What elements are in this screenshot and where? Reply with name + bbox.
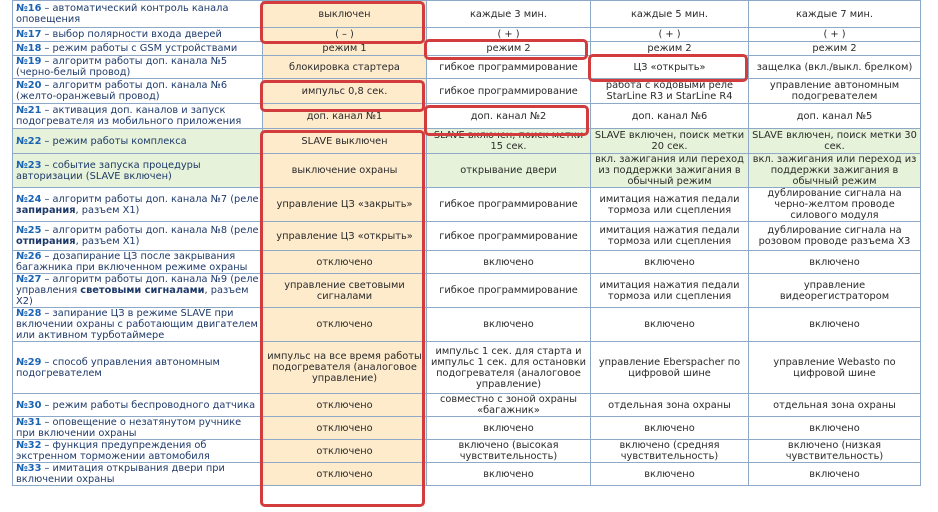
option-1-cell: выключен	[263, 1, 427, 28]
option-3-cell: включено	[591, 463, 749, 486]
table-row	[13, 42, 921, 56]
parameter-number: №30	[16, 399, 42, 411]
parameter-number: №24	[16, 193, 42, 205]
option-1-cell: управление световыми сигналами	[263, 274, 427, 308]
parameter-cell	[13, 394, 263, 417]
table-row	[13, 463, 921, 486]
parameter-cell	[13, 28, 263, 42]
option-2-cell: режим 2	[427, 42, 591, 56]
option-1-cell: режим 1	[263, 42, 427, 56]
table-row	[13, 308, 921, 342]
option-3-cell: имитация нажатия педали тормоза или сцепления	[591, 188, 749, 222]
parameter-description: – алгоритм работы доп. канала №8 (реле	[41, 225, 259, 236]
option-4-cell: включено	[749, 417, 921, 440]
option-4-cell: включено	[749, 251, 921, 274]
option-4-cell: дублирование сигнала на черно-желтом проводе силового модуля	[749, 188, 921, 222]
settings-table-body	[13, 1, 921, 486]
option-3-cell: имитация нажатия педали тормоза или сцепления	[591, 222, 749, 251]
parameter-number: №28	[16, 308, 42, 319]
parameter-description: – алгоритм работы доп. канала №9 (реле управления	[16, 274, 259, 296]
parameter-number: №32	[16, 440, 42, 451]
option-2-cell: доп. канал №2	[427, 104, 591, 129]
parameter-description: – дозапирание ЦЗ после закрывания багажника при включенном режиме охраны	[16, 251, 248, 273]
parameter-number: №19	[16, 56, 42, 67]
parameter-description: , разъем X1)	[75, 204, 140, 216]
parameter-description: , разъем X2)	[16, 285, 249, 307]
option-3-cell: отдельная зона охраны	[591, 394, 749, 417]
parameter-cell	[13, 274, 263, 308]
option-3-cell: имитация нажатия педали тормоза или сцепления	[591, 274, 749, 308]
option-2-cell: гибкое программирование	[427, 222, 591, 251]
parameter-description: – режим работы с GSM устройствами	[41, 43, 238, 54]
option-2-cell: совместно с зоной охраны «багажник»	[427, 394, 591, 417]
option-4-cell: режим 2	[749, 42, 921, 56]
option-3-cell: ( + )	[591, 28, 749, 42]
option-1-cell: импульс на все время работы подогревателя (аналоговое управление)	[263, 342, 427, 394]
parameter-description: – алгоритм работы доп. канала №5 (черно-белый провод)	[16, 56, 228, 78]
option-3-cell: включено	[591, 417, 749, 440]
option-1-cell: отключено	[263, 394, 427, 417]
option-3-cell: режим 2	[591, 42, 749, 56]
option-4-cell: вкл. зажигания или переход из поддержки зажигания в обычный режим	[749, 154, 921, 188]
parameter-description: – оповещение о незатянутом ручнике при включении охраны	[16, 417, 242, 439]
parameter-description: отпирания	[16, 236, 76, 247]
option-4-cell: дублирование сигнала на розовом проводе разъема X3	[749, 222, 921, 251]
parameter-description: – способ управления автономным подогревателем	[16, 356, 220, 379]
option-4-cell: включено	[749, 463, 921, 486]
parameter-number: №29	[16, 356, 42, 368]
option-1-cell: блокировка стартера	[263, 56, 427, 79]
option-2-cell: включено	[427, 251, 591, 274]
option-1-cell: импульс 0,8 сек.	[263, 79, 427, 104]
parameter-number: №22	[16, 135, 42, 147]
option-4-cell: отдельная зона охраны	[749, 394, 921, 417]
option-3-cell: SLAVE включен, поиск метки 20 сек.	[591, 129, 749, 154]
parameter-description: – событие запуска процедуры авторизации (SLAVE включен)	[16, 159, 201, 182]
parameter-cell	[13, 154, 263, 188]
option-2-cell: включено (высокая чувствительность)	[427, 440, 591, 463]
parameter-number: №20	[16, 80, 42, 91]
option-1-cell: доп. канал №1	[263, 104, 427, 129]
option-3-cell: работа с кодовыми реле StarLine R3 и StarLine R4	[591, 79, 749, 104]
parameter-cell	[13, 222, 263, 251]
option-1-cell: ( – )	[263, 28, 427, 42]
option-4-cell: ( + )	[749, 28, 921, 42]
option-2-cell: гибкое программирование	[427, 274, 591, 308]
option-2-cell: ( + )	[427, 28, 591, 42]
option-1-cell: управление ЦЗ «закрыть»	[263, 188, 427, 222]
option-4-cell: доп. канал №5	[749, 104, 921, 129]
parameter-cell	[13, 251, 263, 274]
option-2-cell: включено	[427, 308, 591, 342]
option-1-cell: отключено	[263, 251, 427, 274]
table-row	[13, 251, 921, 274]
option-3-cell: включено	[591, 308, 749, 342]
option-2-cell: включено	[427, 463, 591, 486]
option-4-cell: включено	[749, 308, 921, 342]
parameter-cell	[13, 308, 263, 342]
parameter-description: – запирание ЦЗ в режиме SLAVE при включении охраны с работающим двигателем или активном турботаймере	[16, 308, 258, 341]
parameter-description: – активация доп. каналов и запуск подогревателя из мобильного приложения	[16, 105, 242, 127]
option-3-cell: ЦЗ «открыть»	[591, 56, 749, 79]
option-3-cell: вкл. зажигания или переход из поддержки зажигания в обычный режим	[591, 154, 749, 188]
option-2-cell: каждые 3 мин.	[427, 1, 591, 28]
parameter-description: – выбор полярности входа дверей	[41, 29, 222, 40]
option-2-cell: импульс 1 сек. для старта и импульс 1 сек. для остановки подогревателя (аналоговое управление)	[427, 342, 591, 394]
option-1-cell: SLAVE выключен	[263, 129, 427, 154]
parameter-cell	[13, 56, 263, 79]
parameter-cell	[13, 104, 263, 129]
option-3-cell: доп. канал №6	[591, 104, 749, 129]
parameter-cell	[13, 463, 263, 486]
table-row	[13, 417, 921, 440]
option-4-cell: SLAVE включен, поиск метки 30 сек.	[749, 129, 921, 154]
option-2-cell: гибкое программирование	[427, 56, 591, 79]
parameter-number: №17	[16, 29, 42, 40]
settings-table	[12, 0, 921, 486]
table-row	[13, 274, 921, 308]
option-1-cell: отключено	[263, 308, 427, 342]
parameter-description: – автоматический контроль канала оповещения	[16, 3, 229, 25]
table-row	[13, 154, 921, 188]
option-2-cell: открывание двери	[427, 154, 591, 188]
parameter-cell	[13, 79, 263, 104]
option-4-cell: управление Webasto по цифровой шине	[749, 342, 921, 394]
parameter-description: – режим работы комплекса	[41, 135, 187, 147]
table-row	[13, 1, 921, 28]
option-4-cell: включено (низкая чувствительность)	[749, 440, 921, 463]
option-3-cell: включено	[591, 251, 749, 274]
parameter-number: №31	[16, 417, 42, 428]
table-row	[13, 79, 921, 104]
table-row	[13, 440, 921, 463]
parameter-number: №33	[16, 463, 42, 474]
parameter-number: №23	[16, 159, 42, 171]
parameter-number: №16	[16, 3, 42, 14]
parameter-cell	[13, 129, 263, 154]
option-4-cell: каждые 7 мин.	[749, 1, 921, 28]
parameter-cell	[13, 42, 263, 56]
parameter-description: – режим работы беспроводного датчика	[41, 399, 256, 411]
parameter-cell	[13, 440, 263, 463]
table-row	[13, 104, 921, 129]
option-3-cell: включено (средняя чувствительность)	[591, 440, 749, 463]
parameter-cell	[13, 417, 263, 440]
table-row	[13, 28, 921, 42]
option-1-cell: отключено	[263, 440, 427, 463]
parameter-description: запирания	[16, 204, 76, 216]
table-row	[13, 222, 921, 251]
parameter-number: №27	[16, 274, 42, 285]
option-2-cell: включено	[427, 417, 591, 440]
parameter-description: – имитация открывания двери при включении охраны	[16, 463, 225, 485]
parameter-number: №21	[16, 105, 42, 116]
table-row	[13, 188, 921, 222]
parameter-description: световыми сигналами	[80, 285, 205, 296]
option-1-cell: отключено	[263, 463, 427, 486]
option-4-cell: управление автономным подогревателем	[749, 79, 921, 104]
table-row	[13, 129, 921, 154]
option-1-cell: выключение охраны	[263, 154, 427, 188]
table-row	[13, 56, 921, 79]
parameter-description: – алгоритм работы доп. канала №7 (реле	[41, 193, 259, 205]
option-2-cell: SLAVE включен, поиск метки 15 сек.	[427, 129, 591, 154]
option-2-cell: гибкое программирование	[427, 79, 591, 104]
parameter-cell	[13, 342, 263, 394]
parameter-description: – функция предупреждения об экстренном торможении автомобиля	[16, 440, 210, 462]
parameter-cell	[13, 188, 263, 222]
parameter-number: №18	[16, 43, 42, 54]
option-1-cell: управление ЦЗ «открыть»	[263, 222, 427, 251]
parameter-description: , разъем X1)	[75, 236, 140, 247]
parameter-description: – алгоритм работы доп. канала №6 (желто-оранжевый провод)	[16, 80, 228, 102]
parameter-number: №26	[16, 251, 42, 262]
table-row	[13, 342, 921, 394]
option-2-cell: гибкое программирование	[427, 188, 591, 222]
parameter-number: №25	[16, 225, 42, 236]
parameter-cell	[13, 1, 263, 28]
option-3-cell: каждые 5 мин.	[591, 1, 749, 28]
option-4-cell: защелка (вкл./выкл. брелком)	[749, 56, 921, 79]
option-3-cell: управление Eberspacher по цифровой шине	[591, 342, 749, 394]
option-4-cell: управление видеорегистратором	[749, 274, 921, 308]
table-row	[13, 394, 921, 417]
option-1-cell: отключено	[263, 417, 427, 440]
